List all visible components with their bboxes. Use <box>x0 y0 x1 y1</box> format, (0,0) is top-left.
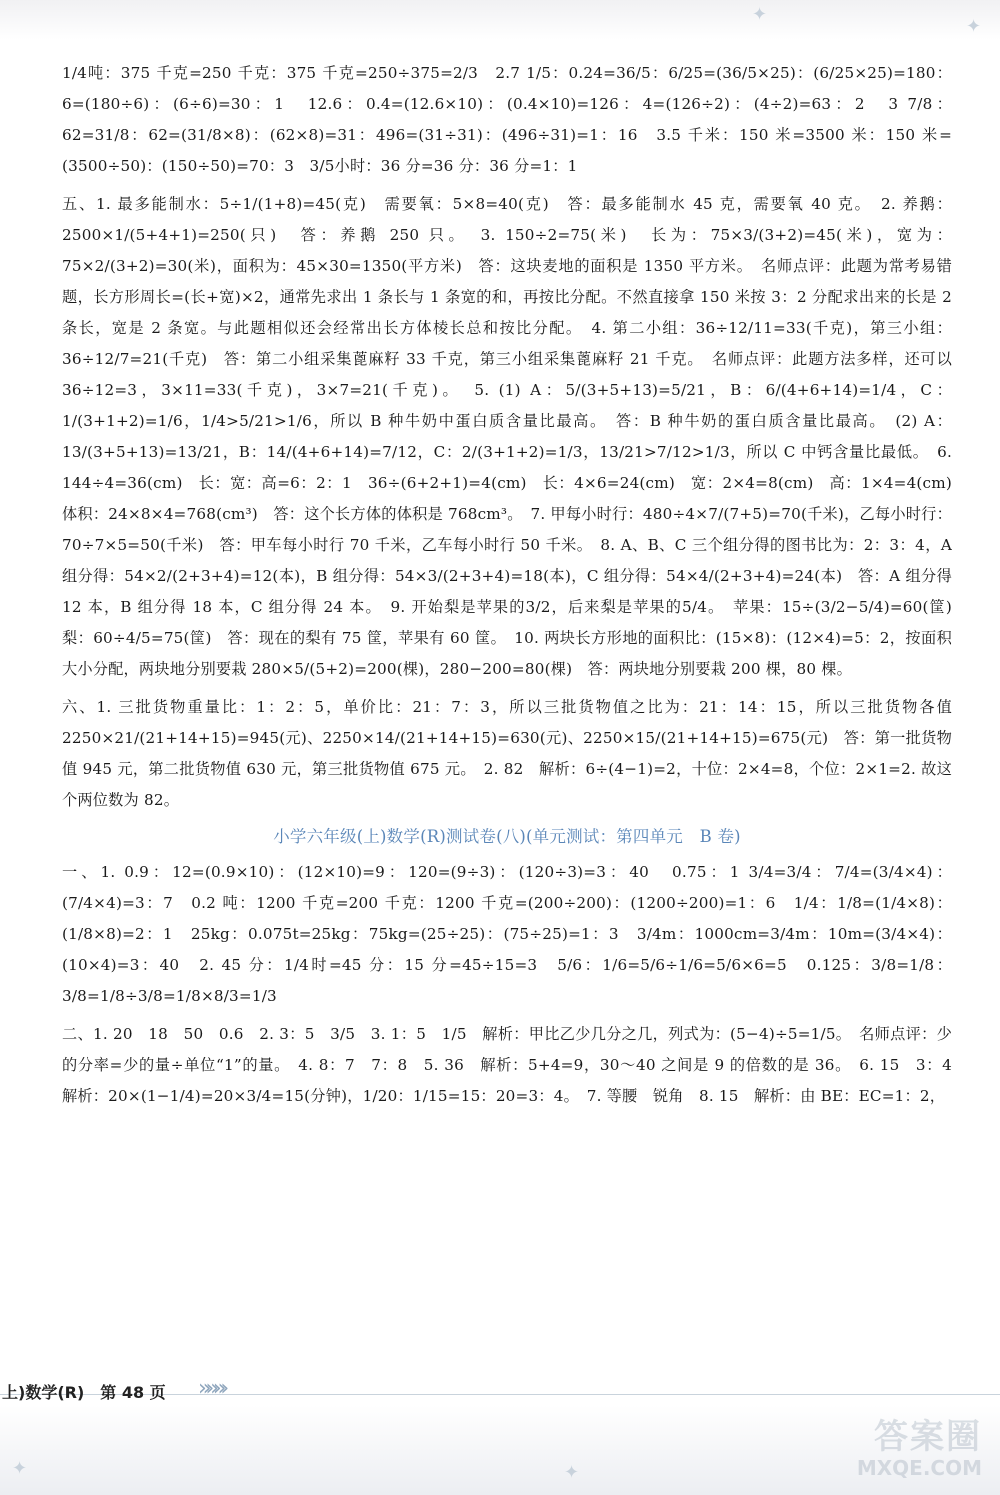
sparkle-icon: ✦ <box>12 1458 28 1479</box>
page-number: 上)数学(R) 第 48 页 <box>2 1383 166 1402</box>
arrows-icon: »»»› <box>198 1376 224 1401</box>
answer-paragraph: 1/4吨：375 千克=250 千克：375 千克=250÷375=2/3 2.7 1/5：0.24=36/5：6/25=(36/5×25)：(6/25×25)=180：6=(180÷6)：(6÷6)=30：1 12.6：0.4=(12.6×10)：(0.4×10)=126：4=(126÷2)：(4÷2)=63：2 3 7/8：62=31/8：62=(31/8×8)：(62×8)=31：496=(31÷31)：(496÷31)=1：16 3.5 千米：150 米=3500 米：150 米=(3500÷50)：(150÷50)=70：3 3/5小时：36 分=36 分：36 分=1：1 <box>62 64 952 175</box>
sparkle-icon: ✦ <box>966 16 982 37</box>
answer-content <box>62 58 968 1119</box>
page-footer <box>0 1376 1000 1422</box>
answer-paragraph: 二、1. 20 18 50 0.6 2. 3：5 3/5 3. 1：5 1/5 解析：甲比乙少几分之几，列式为：(5−4)÷5=1/5。 名师点评：少的分率=少的量÷单位“1”的量。 4. 8：7 7：8 5. 36 解析：5+4=9，30～40 之间是 9 的倍数的是 36。 6. 15 3：4 解析：20×(1−1/4)=20×3/4=15(分钟)，1/20：1/15=15：20=3：4。 7. 等腰 锐角 8. 15 解析：由 BE：EC=1：2， <box>62 1025 968 1105</box>
sparkle-icon: ✦ <box>752 4 768 25</box>
watermark-url: MXQE.COM <box>856 1456 982 1480</box>
section-title: 小学六年级(上)数学(R)测试卷(八)(单元测试：第四单元 B 卷) <box>273 827 741 846</box>
answer-paragraph: 一、1. 0.9：12=(0.9×10)：(12×10)=9：120=(9÷3)：(120÷3)=3：40 0.75：1 3/4=3/4：7/4=(3/4×4)：(7/4×4)=3：7 0.2 吨：1200 千克=200 千克：1200 千克=(200÷200)：(1200÷200)=1：6 1/4：1/8=(1/4×8)：(1/8×8)=2：1 25kg：0.075t=25kg：75kg=(25÷25)：(75÷25)=1：3 3/4m：1000cm=3/4m：10m=(3/4×4)：(10×4)=3：40 2. 45 分：1/4时=45 分：15 分=45÷15=3 5/6：1/6=5/6÷1/6=5/6×6=5 0.125：3/8=1/8：3/8=1/8÷3/8=1/8×8/3=1/3 <box>62 863 952 1005</box>
answer-paragraph: 六、1. 三批货物重量比：1：2：5，单价比：21：7：3，所以三批货物值之比为：21：14：15，所以三批货物各值 2250×21/(21+14+15)=945(元)、2250×14/(21+14+15)=630(元)、2250×15/(21+14+15)=675(元) 答：第一批货物值 945 元，第二批货物值 630 元，第三批货物值 675 元。 2. 82 解析：6÷(4−1)=2，十位：2×4=8，个位：2×1=2. 故这个两位数为 82。 <box>62 698 952 809</box>
answer-paragraph: 五、1. 最多能制水：5÷1/(1+8)=45(克) 需要氧：5×8=40(克) 答：最多能制水 45 克，需要氧 40 克。 2. 养鹅：2500×1/(5+4+1)=250(只) 答：养鹅 250 只。 3. 150÷2=75(米) 长为：75×3/(3+2)=45(米)，宽为：75×2/(3+2)=30(米)，面积为：45×30=1350(平方米) 答：这块麦地的面积是 1350 平方米。 名师点评：此题为常考易错题，长方形周长=(长+宽)×2，通常先求出 1 条长与 1 条宽的和，再按比分配。不然直接拿 150 米按 3：2 分配求出来的长是 2 条长，宽是 2 条宽。与此题相似还会经常出长方体棱长总和按比分配。 4. 第二小组：36÷12/11=33(千克)，第三小组：36÷12/7=21(千克) 答：第二小组采集蓖麻籽 33 千克，第三小组采集蓖麻籽 21 千克。 名师点评：此题方法多样，还可以 36÷12=3，3×11=33(千克)，3×7=21(千克)。 5. (1) A：5/(3+5+13)=5/21，B：6/(4+6+14)=1/4，C：1/(3+1+2)=1/6，1/4>5/21>1/6，所以 B 种牛奶中蛋白质含量比最高。 答：B 种牛奶的蛋白质含量比最高。 (2) A：13/(3+5+13)=13/21，B：14/(4+6+14)=7/12，C：2/(3+1+2)=1/3，13/21>7/12>1/3，所以 C 中钙含量比最低。 6. 144÷4=36(cm) 长：宽：高=6：2：1 36÷(6+2+1)=4(cm) 长：4×6=24(cm) 宽：2×4=8(cm) 高：1×4=4(cm) 体积：24×8×4=768(cm³) 答：这个长方体的体积是 768cm³。 7. 甲每小时行：480÷4×7/(7+5)=70(千米)，乙每小时行：70÷7×5=50(千米) 答：甲车每小时行 70 千米，乙车每小时行 50 千米。 8. A、B、C 三个组分得的图书比为：2：3：4，A 组分得：54×2/(2+3+4)=12(本)，B 组分得：54×3/(2+3+4)=18(本)，C 组分得：54×4/(2+3+4)=24(本) 答：A 组分得 12 本，B 组分得 18 本，C 组分得 24 本。 9. 开始梨是苹果的3/2，后来梨是苹果的5/4。 苹果：15÷(3/2−5/4)=60(筐) 梨：60÷4/5=75(筐) 答：现在的梨有 75 筐，苹果有 60 筐。 10. 两块长方形地的面积比：(15×8)：(12×4)=5：2，按面积大小分配，两块地分别要栽 280×5/(5+2)=200(棵)，280−200=80(棵) 答：两块地分别要栽 200 棵，80 棵。 <box>62 195 968 678</box>
watermark-logo-text: 答案圈 <box>874 1417 982 1457</box>
sparkle-icon: ✦ <box>564 1462 580 1483</box>
watermark-logo <box>812 1417 982 1487</box>
page-top-shade <box>0 0 1000 40</box>
